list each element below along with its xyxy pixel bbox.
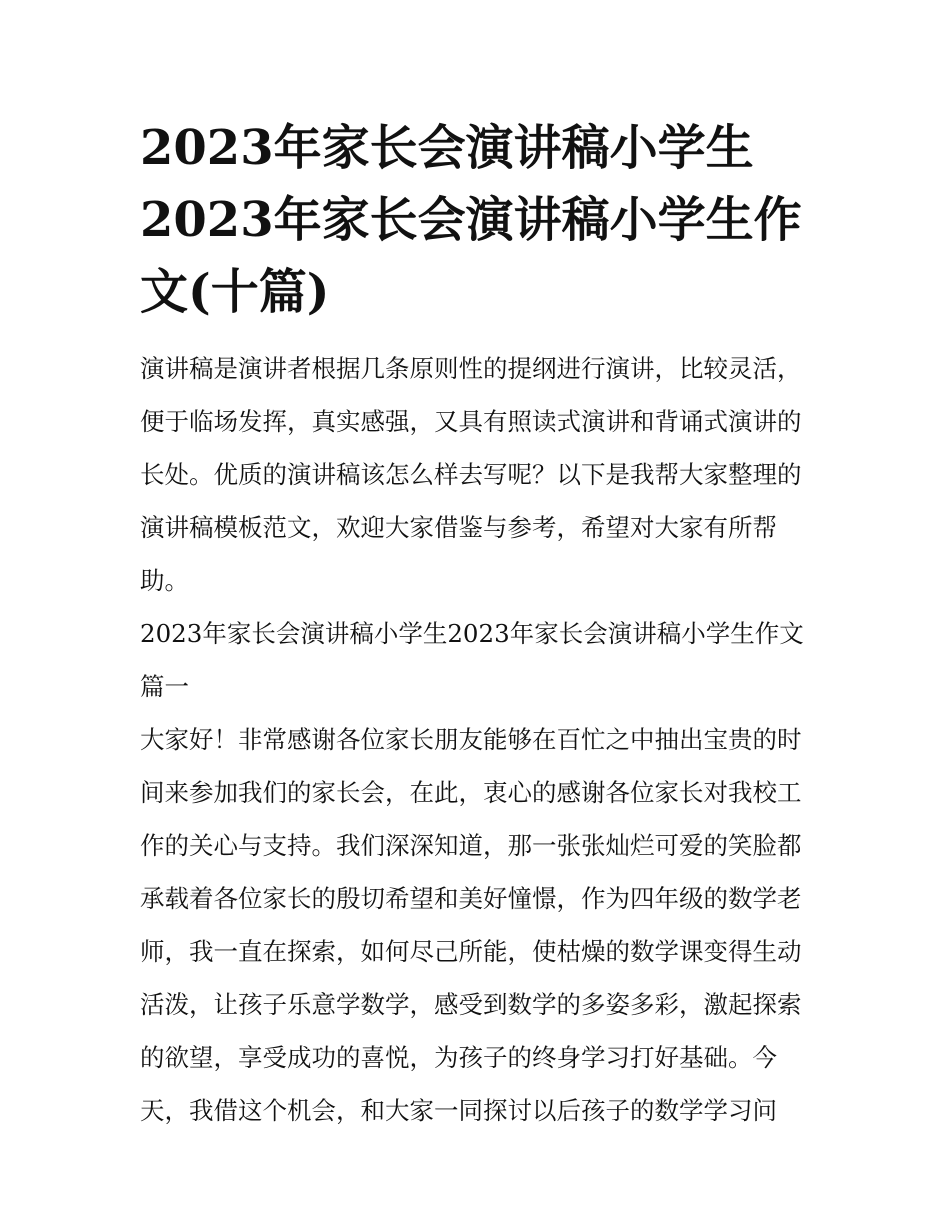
- intro-paragraph: [140, 342, 812, 607]
- text-line: 大家好！非常感谢各位家长朋友能够在百忙之中抽出宝贵的时: [140, 725, 802, 754]
- text-line: 承载着各位家长的殷切希望和美好憧憬，作为四年级的数学老: [140, 884, 802, 913]
- document-title: [140, 112, 812, 328]
- text-line: 2023年家长会演讲稿小学生2023年家长会演讲稿小学生作文: [140, 619, 804, 648]
- text-line: 篇一: [140, 672, 189, 701]
- body-paragraph: [140, 713, 812, 1137]
- text-line: 演讲稿是演讲者根据几条原则性的提纲进行演讲，比较灵活，: [140, 354, 802, 383]
- title-line: 文(十篇): [140, 264, 330, 320]
- text-line: 的欲望，享受成功的喜悦，为孩子的终身学习打好基础。今: [140, 1043, 777, 1072]
- text-line: 师，我一直在探索，如何尽己所能，使枯燥的数学课变得生动: [140, 937, 802, 966]
- text-line: 作的关心与支持。我们深深知道，那一张张灿烂可爱的笑脸都: [140, 831, 802, 860]
- text-line: 长处。优质的演讲稿该怎么样去写呢？以下是我帮大家整理的: [140, 460, 802, 489]
- document-content: [140, 112, 812, 1137]
- title-line: 2023年家长会演讲稿小学生: [140, 120, 754, 176]
- text-line: 便于临场发挥，真实感强，又具有照读式演讲和背诵式演讲的: [140, 407, 802, 436]
- text-line: 助。: [140, 566, 189, 595]
- text-line: 间来参加我们的家长会，在此，衷心的感谢各位家长对我校工: [140, 778, 802, 807]
- text-line: 活泼，让孩子乐意学数学，感受到数学的多姿多彩，激起探索: [140, 990, 802, 1019]
- section-heading: [140, 607, 812, 713]
- title-line: 2023年家长会演讲稿小学生作: [140, 192, 802, 248]
- text-line: 天，我借这个机会，和大家一同探讨以后孩子的数学学习问: [140, 1096, 777, 1125]
- text-line: 演讲稿模板范文，欢迎大家借鉴与参考，希望对大家有所帮: [140, 513, 777, 542]
